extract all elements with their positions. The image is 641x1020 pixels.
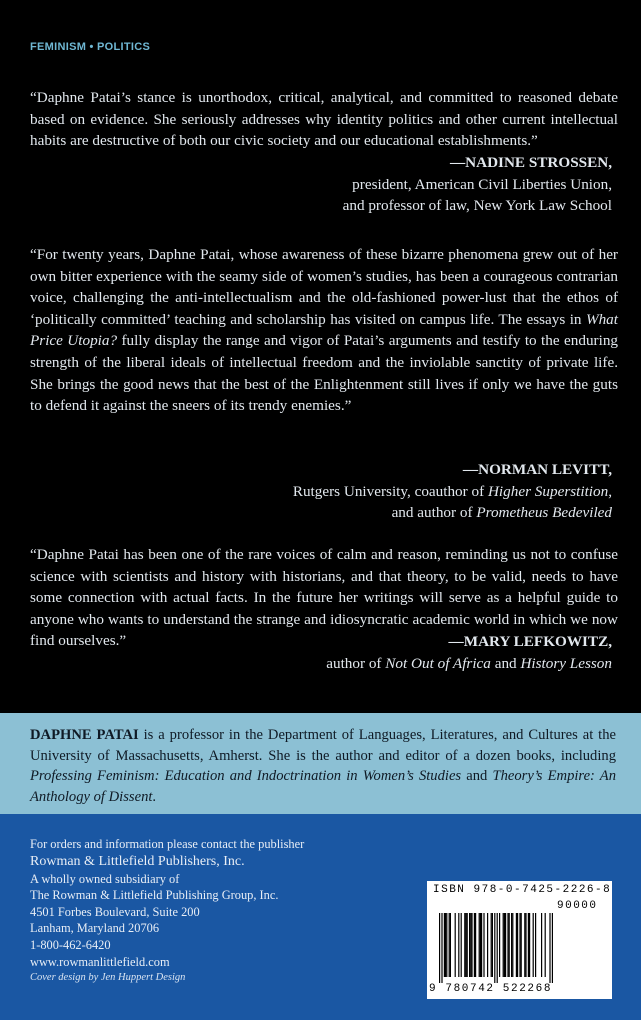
barcode-bar: [491, 913, 492, 977]
barcode-bar: [541, 913, 542, 977]
isbn-text: ISBN 978-0-7425-2226-8: [433, 884, 612, 896]
blurb-text: “For twenty years, Daphne Patai, whose awareness of these bizarre phenomena grew out of her own bitter experience with the seamy side of women’s studies, has been a courageous contrarian voice, challenging the anti-intellectualism and the old-fashioned power-lust that the ethos of ‘politically committed’ teaching and scholarship has visited on campus life. The essays in: [30, 246, 618, 328]
barcode-bar: [470, 913, 471, 977]
publisher-website[interactable]: www.rowmanlittlefield.com: [30, 954, 170, 969]
barcode-bar: [545, 913, 546, 977]
barcode-bar: [475, 913, 476, 977]
book-title: Prometheus Bedeviled: [476, 504, 612, 522]
attribution-text: Rutgers University, coauthor of: [292, 482, 488, 500]
barcode-bar: [458, 913, 459, 977]
barcode-bar: [529, 913, 530, 977]
barcode-bar: [507, 913, 508, 977]
barcode-bar: [467, 913, 468, 977]
attribution-line: [293, 481, 612, 503]
attribution-name: —NADINE STROSSEN,: [449, 154, 612, 171]
barcode-bar: [481, 913, 482, 977]
publisher-address: 4501 Forbes Boulevard, Suite 200: [30, 904, 200, 919]
barcode-bar: [525, 913, 526, 977]
book-title: History Lesson: [520, 654, 612, 672]
barcode-bar: [465, 913, 466, 977]
barcode-bar: [444, 913, 445, 977]
attribution-line: president, American Civil Liberties Union,: [352, 175, 612, 193]
attribution-levitt: [293, 459, 612, 524]
attribution-line: and professor of law, New York Law School: [342, 197, 612, 215]
barcode-bar: [461, 913, 462, 977]
cover-design-credit: Cover design by Jen Huppert Design: [30, 972, 186, 983]
isbn-barcode: [427, 881, 612, 999]
publisher-name: Rowman & Littlefield Publishers, Inc.: [30, 853, 245, 869]
author-bio: [30, 725, 616, 807]
barcode-bar: [504, 913, 505, 977]
barcode-bar: [499, 913, 500, 977]
attribution-lefkowitz: [326, 631, 612, 674]
publisher-address: Lanham, Maryland 20706: [30, 921, 160, 936]
publisher-subsidiary: A wholly owned subsidiary of: [30, 871, 180, 886]
attribution-text: and author of: [391, 504, 477, 522]
barcode-bar: [487, 913, 488, 977]
attribution-text: and: [490, 654, 521, 672]
author-bio-band: [0, 713, 641, 814]
barcode-bar: [479, 913, 480, 977]
barcode-bar: [441, 913, 442, 983]
barcode-bar: [483, 913, 484, 977]
ean-digits: 9 780742 522268: [429, 983, 553, 995]
blurb-strossen: “Daphne Patai’s stance is unorthodox, critical, analytical, and committed to reasoned debate based on evidence. She seriously addresses why identity politics and other current intellectual habits are destructive of both our civic society and our educational establishments.”: [30, 89, 618, 150]
blurb-levitt: [30, 244, 618, 417]
barcode-bar: [445, 913, 446, 977]
barcode-bar: [455, 913, 456, 977]
book-title: Professing Feminism: Education and Indoctrination in Women’s Studies: [30, 768, 462, 784]
barcode-bar: [494, 913, 495, 983]
barcode-bar: [464, 913, 465, 977]
barcode-bar: [512, 913, 513, 977]
barcode-bar: [505, 913, 506, 977]
barcode-bar: [503, 913, 504, 977]
barcode-bar: [449, 913, 450, 977]
barcode-bar: [533, 913, 534, 977]
book-title: Theory’s Empire: An Anthology of Dissent: [30, 768, 617, 805]
barcode-bar: [521, 913, 522, 977]
barcode-bar: [480, 913, 481, 977]
barcode-bar: [497, 913, 498, 983]
attribution-strossen: [343, 152, 612, 217]
barcode-bar: [439, 913, 440, 983]
bio-text: .: [152, 788, 157, 805]
barcode-bar: [519, 913, 520, 977]
barcode-bar: [516, 913, 517, 977]
book-title: Higher Superstition: [487, 482, 609, 500]
barcode-bar: [474, 913, 475, 977]
author-name: DAPHNE PATAI: [30, 727, 139, 743]
publisher-intro: For orders and information please contact the publisher: [30, 837, 305, 851]
barcode-bar: [450, 913, 451, 977]
attribution-line: [293, 502, 612, 524]
book-title: What Price Utopia?: [30, 310, 618, 350]
price-code: 90000: [557, 900, 598, 912]
barcode-bar: [552, 913, 553, 983]
book-title: Not Out of Africa: [385, 654, 491, 672]
bio-text: and: [461, 768, 493, 784]
barcode-bars: [427, 881, 612, 999]
category-label: FEMINISM • POLITICS: [30, 41, 151, 53]
publisher-phone: 1-800-462-6420: [30, 937, 111, 952]
blurb-text: fully display the range and vigor of Patai’s arguments and testify to the enduring strength of the liberal ideals of intellectual freedom and the inviolable sanctity of private life. She brings the good news that the best of the Enlightenment still lives if only we have the guts to defend it against the sneers of its trendy enemies.”: [30, 332, 619, 415]
barcode-bar: [517, 913, 518, 977]
attribution-text: author of: [326, 654, 386, 672]
barcode-bar: [549, 913, 550, 983]
attribution-name: —MARY LEFKOWITZ,: [448, 633, 612, 650]
attribution-line: [326, 653, 612, 675]
barcode-bar: [511, 913, 512, 977]
barcode-bar: [524, 913, 525, 977]
barcode-bar: [469, 913, 470, 977]
blurb-lefkowitz: “Daphne Patai has been one of the rare voices of calm and reason, reminding us not to confuse science with scientists and history with historians, and that theory, to be valid, needs to have some connection with actual facts. In the future her writings will serve as a helpful guide to anyone who wants to understand the strange and idiosyncratic academic world in which we now find ourselves.”: [30, 546, 618, 650]
barcode-bar: [492, 913, 493, 977]
bio-text: is a professor in the Department of Languages, Literatures, and Cultures at the University of Massachusetts, Amherst. She is the author and editor of a dozen books, including: [30, 727, 617, 764]
attribution-name: —NORMAN LEVITT,: [462, 461, 612, 478]
barcode-bar: [535, 913, 536, 977]
publisher-parent: The Rowman & Littlefield Publishing Group, Inc.: [30, 888, 279, 903]
barcode-bar: [446, 913, 447, 977]
barcode-bar: [509, 913, 510, 977]
attribution-text: ,: [608, 482, 612, 500]
barcode-bar: [528, 913, 529, 977]
publisher-info: [30, 836, 304, 970]
barcode-bar: [471, 913, 472, 977]
